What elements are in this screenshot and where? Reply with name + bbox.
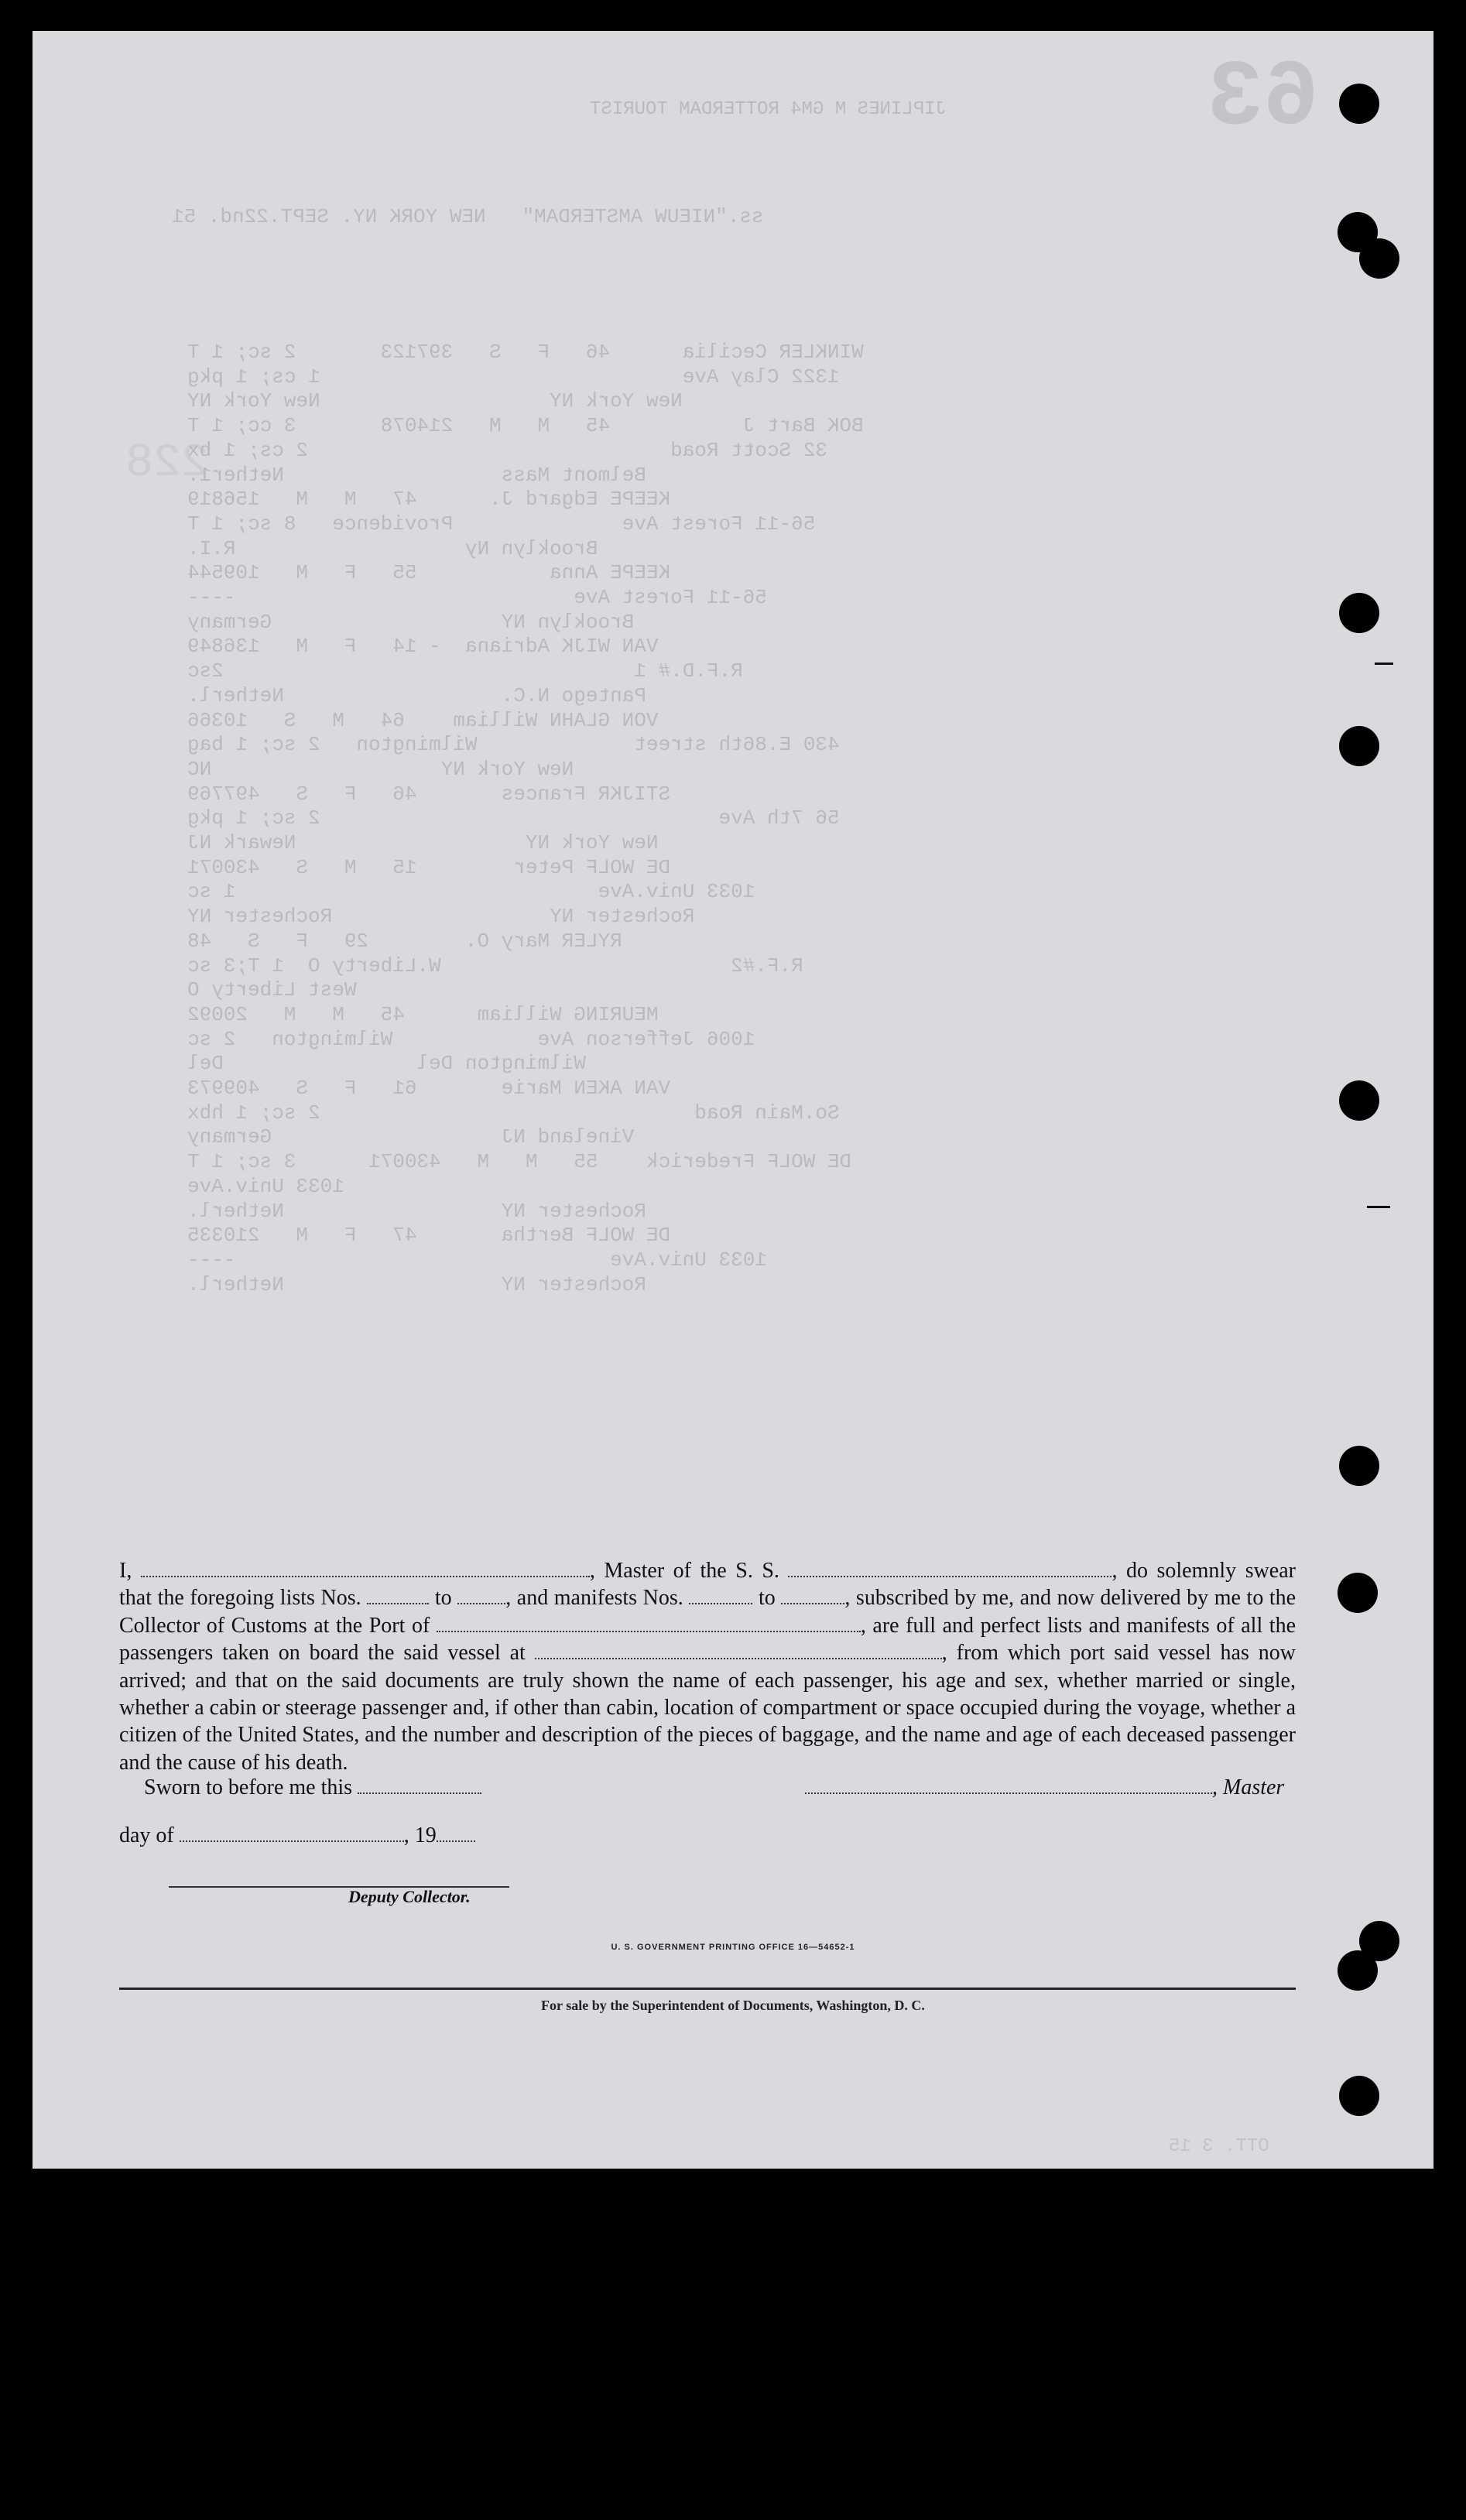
oath-text: , subscribed by me, and now delivered by me to the Collector of Customs at the Port of xyxy=(119,1586,1296,1638)
master-label: , Master xyxy=(1212,1775,1285,1799)
manifest-row-faint: MEURING William 45 M M 20092 xyxy=(187,1002,659,1026)
manifest-row-faint: West Liberty O xyxy=(187,978,393,1002)
year-label: , 19 xyxy=(403,1823,437,1847)
list-no-from-field[interactable] xyxy=(367,1586,429,1604)
oath-paragraph xyxy=(119,1557,1296,1776)
margin-tick xyxy=(1375,663,1393,665)
list-no-to-field[interactable] xyxy=(457,1586,505,1604)
oath-text: , Master of the S. S. xyxy=(589,1559,779,1583)
manifest-row-faint: R.F.#2 W.Liberty O 1 T;3 sc xyxy=(187,954,840,978)
punch-hole xyxy=(1339,1080,1379,1121)
punch-hole xyxy=(1339,2076,1379,2116)
day-field[interactable] xyxy=(180,1823,404,1842)
manifest-row-faint: KEEPE Edgard J. 47 M M 156819 xyxy=(187,488,671,512)
punch-hole xyxy=(1359,238,1399,279)
manifest-row-faint: BOK Bart J 45 M M 214078 3 cc; 1 T xyxy=(187,414,864,438)
oath-text: , from which port said vessel has now arrived; and that on the said documents are truly shown the name of each passenger, his age and sex, whether married or single, whether a cabin or steerage passenger and, if other than cabin, location of compartment or space occupied during the voyage, whether a citizen of the United States, and the number and description of the pieces of baggage, and the name and age of each deceased passenger and the cause of his death. xyxy=(119,1641,1296,1775)
manifest-no-from-field[interactable] xyxy=(689,1586,752,1604)
page-number-faint: 63 xyxy=(1207,46,1320,152)
for-sale-note: For sale by the Superintendent of Documents, Washington, D. C. xyxy=(541,1998,925,2013)
manifest-row-faint: New York NY NC xyxy=(187,757,611,781)
sworn-label: Sworn to before me this xyxy=(144,1775,353,1799)
master-signature-field[interactable] xyxy=(805,1775,1212,1794)
master-name-field[interactable] xyxy=(141,1559,590,1577)
manifest-row-faint: DE WOLF Bertha 47 F M 210335 xyxy=(187,1224,671,1248)
manifest-row-faint: VAN WIJK Adriana - 14 F M 136849 xyxy=(187,635,659,659)
oath-text: to xyxy=(758,1586,776,1611)
manifest-row-faint: 430 E.86th street Wilmington 2 sc; 1 bag xyxy=(187,733,876,757)
master-signature-row xyxy=(805,1775,1284,1800)
manifest-row-faint: 1033 Univ.Ave xyxy=(187,1174,381,1198)
manifest-row-faint: Brooklyn Ny R.I. xyxy=(187,536,635,560)
manifest-row-faint: Rochester NY Netherl. xyxy=(187,1272,683,1296)
punch-hole xyxy=(1339,1446,1379,1486)
vessel-name-field[interactable] xyxy=(788,1559,1111,1577)
side-number-faint: 228 xyxy=(125,437,210,490)
manifest-row-faint: DE WOLF Frederick 55 M M 430071 3 sc; 1 T xyxy=(187,1150,852,1174)
manifest-row-faint: New York NY New York NY xyxy=(187,389,719,413)
oath-text: I, xyxy=(119,1559,132,1583)
year-field[interactable] xyxy=(437,1823,475,1842)
sworn-date-field[interactable] xyxy=(358,1775,481,1794)
gpo-imprint: U. S. GOVERNMENT PRINTING OFFICE 16—54652-1 xyxy=(611,1943,855,1952)
manifest-row-faint: 1322 Clay Ave 1 cs; 1 pkg xyxy=(187,365,876,389)
header-line-faint: JIPLINES M GM4 ROTTERDAM TOURIST xyxy=(590,99,947,120)
manifest-row-faint: Brooklyn NY Germany xyxy=(187,610,671,634)
margin-tick xyxy=(1367,1206,1390,1208)
manifest-row-faint: R.F.D.# 1 2sc xyxy=(187,659,779,683)
port-field[interactable] xyxy=(437,1614,861,1632)
day-row xyxy=(119,1823,475,1848)
sworn-row xyxy=(144,1775,481,1800)
punch-hole xyxy=(1338,1573,1378,1613)
manifest-row-faint: RYLER Mary O. 29 F S 48 xyxy=(187,929,622,953)
manifest-row-faint: New York NY Newark NJ xyxy=(187,831,695,854)
footer-rule xyxy=(119,1988,1296,1990)
oath-text: , and manifests Nos. xyxy=(505,1586,683,1611)
manifest-row-faint: VON GLAHN William 64 M S 10366 xyxy=(187,708,659,732)
manifest-row-faint: STIJKR Frances 46 F S 497769 xyxy=(187,782,671,806)
manifest-row-faint: 32 Scott Road 2 cs; 1 bx xyxy=(187,438,864,462)
manifest-row-faint: 56-11 Forest Ave Providence 8 sc; 1 T xyxy=(187,512,852,536)
manifest-row-faint: Rochester NY Netherl. xyxy=(187,1199,683,1223)
oath-text: to xyxy=(434,1586,452,1611)
punch-hole xyxy=(1339,84,1379,124)
manifest-row-faint: Vineland NJ Germany xyxy=(187,1125,671,1149)
deputy-collector-label: Deputy Collector. xyxy=(348,1887,471,1906)
departure-port-field[interactable] xyxy=(535,1641,942,1659)
manifest-row-faint: WINKLER Cecilia 46 F S 397123 2 sc; 1 T xyxy=(187,341,864,364)
manifest-row-faint: 1006 Jefferson Ave Wilmington 2 sc xyxy=(187,1027,792,1051)
oath-text: , are full and perfect lists and manifests of all the passengers taken on board the said vessel at xyxy=(119,1613,1296,1666)
manifest-row-faint: So.Main Road 2 sc; 1 hbx xyxy=(187,1101,876,1125)
punch-hole xyxy=(1339,726,1379,766)
header-line-faint: ss."NIEUW AMSTERDAM" NEW YORK NY. SEPT.22nd. 51 xyxy=(172,205,764,228)
manifest-row-faint: 56 7th Ave 2 sc; 1 pkg xyxy=(187,806,876,830)
manifest-row-faint: DE WOLF Peter 15 M S 430071 xyxy=(187,855,671,879)
punch-hole xyxy=(1339,593,1379,633)
manifest-row-faint: KEEPE Anna 55 F M 109544 xyxy=(187,561,671,585)
manifest-no-to-field[interactable] xyxy=(781,1586,844,1604)
footer-faint-mark: OTT. 3 15 xyxy=(1169,2136,1269,2157)
day-of-label: day of xyxy=(119,1823,174,1847)
punch-hole xyxy=(1338,1950,1378,1991)
manifest-row-faint: Belmont Mass Nether1. xyxy=(187,463,683,487)
oath-text: , do solemnly swear that the foregoing lists Nos. xyxy=(119,1559,1296,1611)
manifest-row-faint: 56-11 Forest Ave ---- xyxy=(187,586,803,609)
manifest-row-faint: Pantego N.C. Netherl. xyxy=(187,683,683,707)
manifest-row-faint: Rochester NY Rochester NY xyxy=(187,905,731,929)
manifest-row-faint: 1033 Univ.Ave 1 sc xyxy=(187,880,792,904)
manifest-row-faint: Wilmington Del Del xyxy=(187,1052,622,1076)
manifest-row-faint: VAN AKEN Marie 61 F S 409973 xyxy=(187,1077,671,1100)
manifest-row-faint: 1033 Univ.Ave ---- xyxy=(187,1248,803,1272)
